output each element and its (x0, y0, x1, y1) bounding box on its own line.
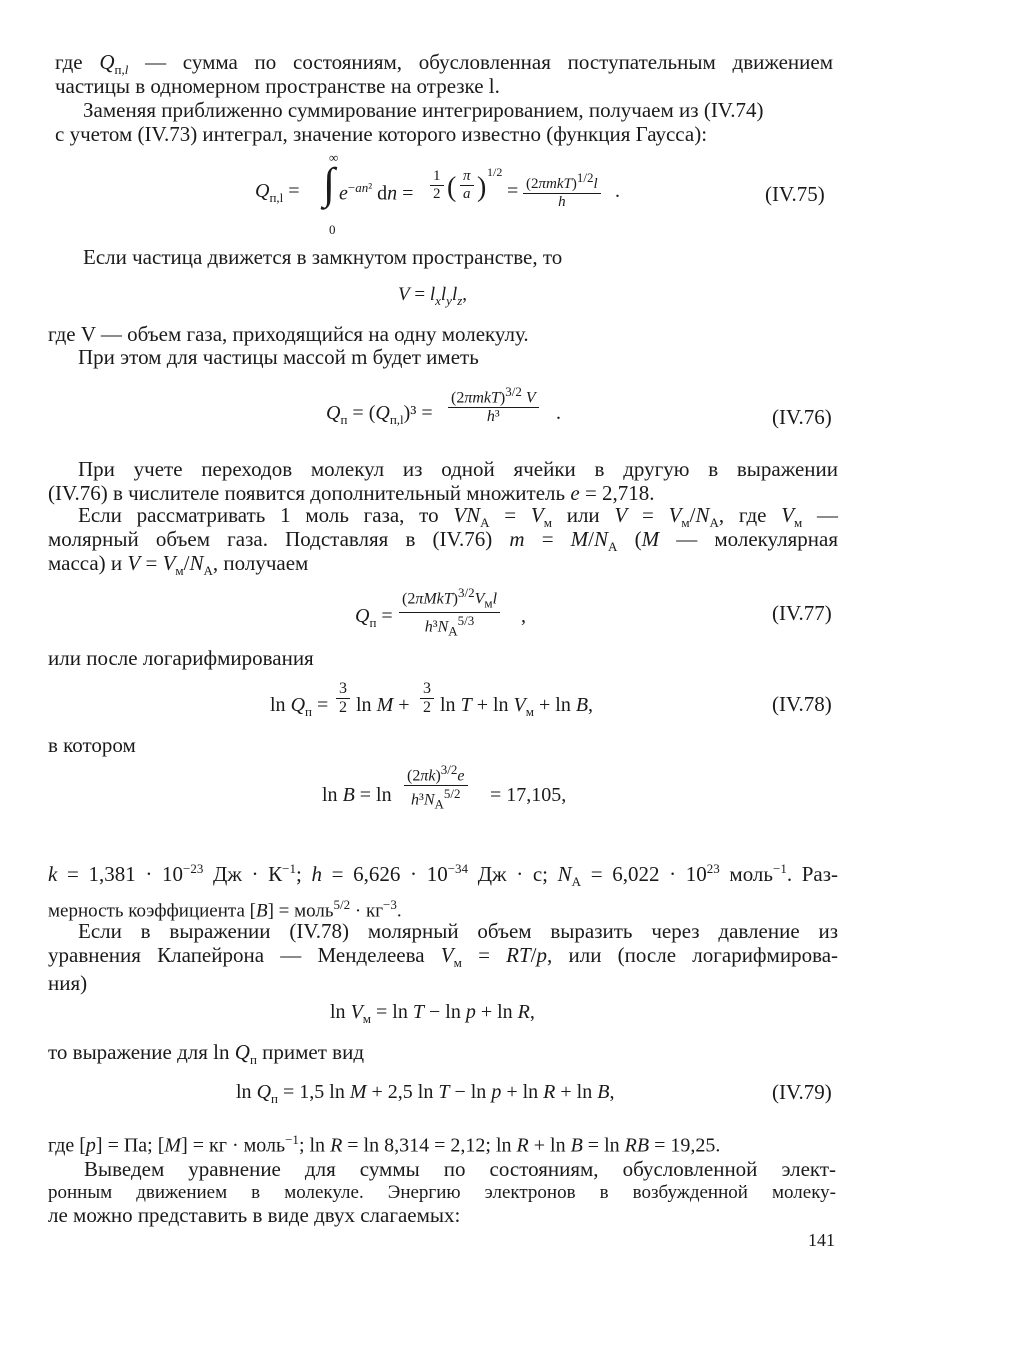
text-line-4: с учетом (IV.73) интеграл, значение которого известно (функция Гаусса): (55, 122, 708, 146)
text-line-15: $k = 1,381 \cdot 10^{-23}$ Дж · $К^{-1}$; $h = 6,626 \cdot 10^{-34}$ Дж · с; $N_А = 6,022 \cdot 10^{23}$ моль$^{-1}$. Раз- (48, 861, 839, 890)
text-line-8: При учете переходов молекул из одной ячейки в другую в выражении (78, 457, 838, 481)
text-line-6: где V — объем газа, приходящийся на одну молекулу. (48, 322, 529, 346)
equation-iv75: ∞ $Q_{п,l}$ = ∫ $e^{-an^2}$ dn = $\frac{1}{2}$ ( $\frac{\pi}{a}$ ) 1/2 = $(2\pi mkT)^{1/2}l$ h . 0 (255, 150, 620, 237)
text-line-5: Если частица движется в замкнутом пространстве, то (83, 245, 563, 269)
equation-iv79: $\ln Q_п = 1,5$ ln M + 2,5 ln T − ln p + ln R + ln B, (236, 1081, 615, 1106)
text-line-23: ронным движением в молекуле. Энергию электронов в возбужденной молеку- (48, 1182, 836, 1203)
equation-number-iv77: (IV.77) (772, 601, 832, 625)
equation-number-iv75: (IV.75) (765, 182, 825, 206)
text-line-7: При этом для частицы массой m будет иметь (78, 345, 479, 369)
equation-lnb: ln B = ln $(2\pi k)^{3/2}e$ $h^3N_А^{5/2}$ = 17,105, (322, 762, 567, 812)
text-line-21: где [p] = Па; [M] = кг · моль$^{-1}$; ln R = ln 8,314 = 2,12; ln R + ln B = ln RB = 19,25. (48, 1132, 721, 1157)
text-line-1: где $Q_{п,l}$ — сумма по состояниям, обусловленная поступательным движением (55, 50, 833, 78)
text-line-18: уравнения Клапейрона — Менделеева $V_м = RT/p$, или (после логарифмирова- (48, 943, 839, 971)
text-line-14: в котором (48, 733, 136, 757)
text-line-17: Если в выражении (IV.78) молярный объем выразить через давление из (78, 919, 838, 943)
equation-number-iv78: (IV.78) (772, 692, 832, 716)
page-number: 141 (808, 1230, 835, 1250)
text-line-10: Если рассматривать 1 моль газа, то $VN_А = V_м$ или $V = V_м/N_А$, где $V_м$ — (78, 503, 839, 531)
text-line-13: или после логарифмирования (48, 646, 314, 670)
text-line-3: Заменяя приближенно суммирование интегрированием, получаем из (IV.74) (83, 98, 764, 122)
text-line-24: ле можно представить в виде двух слагаемых: (48, 1203, 461, 1227)
text-line-19: ния) (48, 971, 88, 995)
text-line-20: то выражение для $\ln Q_п$ примет вид (48, 1040, 365, 1068)
equation-volume: $V = l_xl_yl_z$, (398, 284, 468, 308)
text-line-16: мерность коэффициента [B] = моль$^{5/2}$ · $кг^{-3}$. (48, 897, 402, 922)
equation-iv77: $Q_п$ = $(2\pi MkT)^{3/2}V_мl$ $h^3N_А^{5/3}$ , (355, 585, 526, 639)
text-line-12: масса) и $V = V_м/N_А$, получаем (48, 551, 309, 579)
equation-number-iv76: (IV.76) (772, 405, 832, 429)
text-line-22: Выведем уравнение для суммы по состояниям, обусловленной элект- (84, 1157, 836, 1181)
equation-iv76: $Q_п = (Q_{п,l})^3$ = $(2\pi mkT)^{3/2}$ V h³ . (326, 384, 561, 427)
text-line-11: молярный объем газа. Подставляя в (IV.76) $m = M/N_А$ (M — молекулярная (48, 527, 838, 555)
equation-number-iv79: (IV.79) (772, 1080, 832, 1104)
equation-iv78: $\ln Q_п$ = $\frac{3}{2}$ ln M + $\frac{3}{2}$ $\ln T + \ln V_м + \ln B$, (270, 680, 594, 719)
equation-ln-vm: $\ln V_м = \ln T - \ln p + \ln R$, (330, 1001, 535, 1026)
text-line-9: (IV.76) в числителе появится дополнительный множитель e = 2,718. (48, 481, 655, 505)
text-line-2: частицы в одномерном пространстве на отрезке l. (55, 74, 500, 98)
